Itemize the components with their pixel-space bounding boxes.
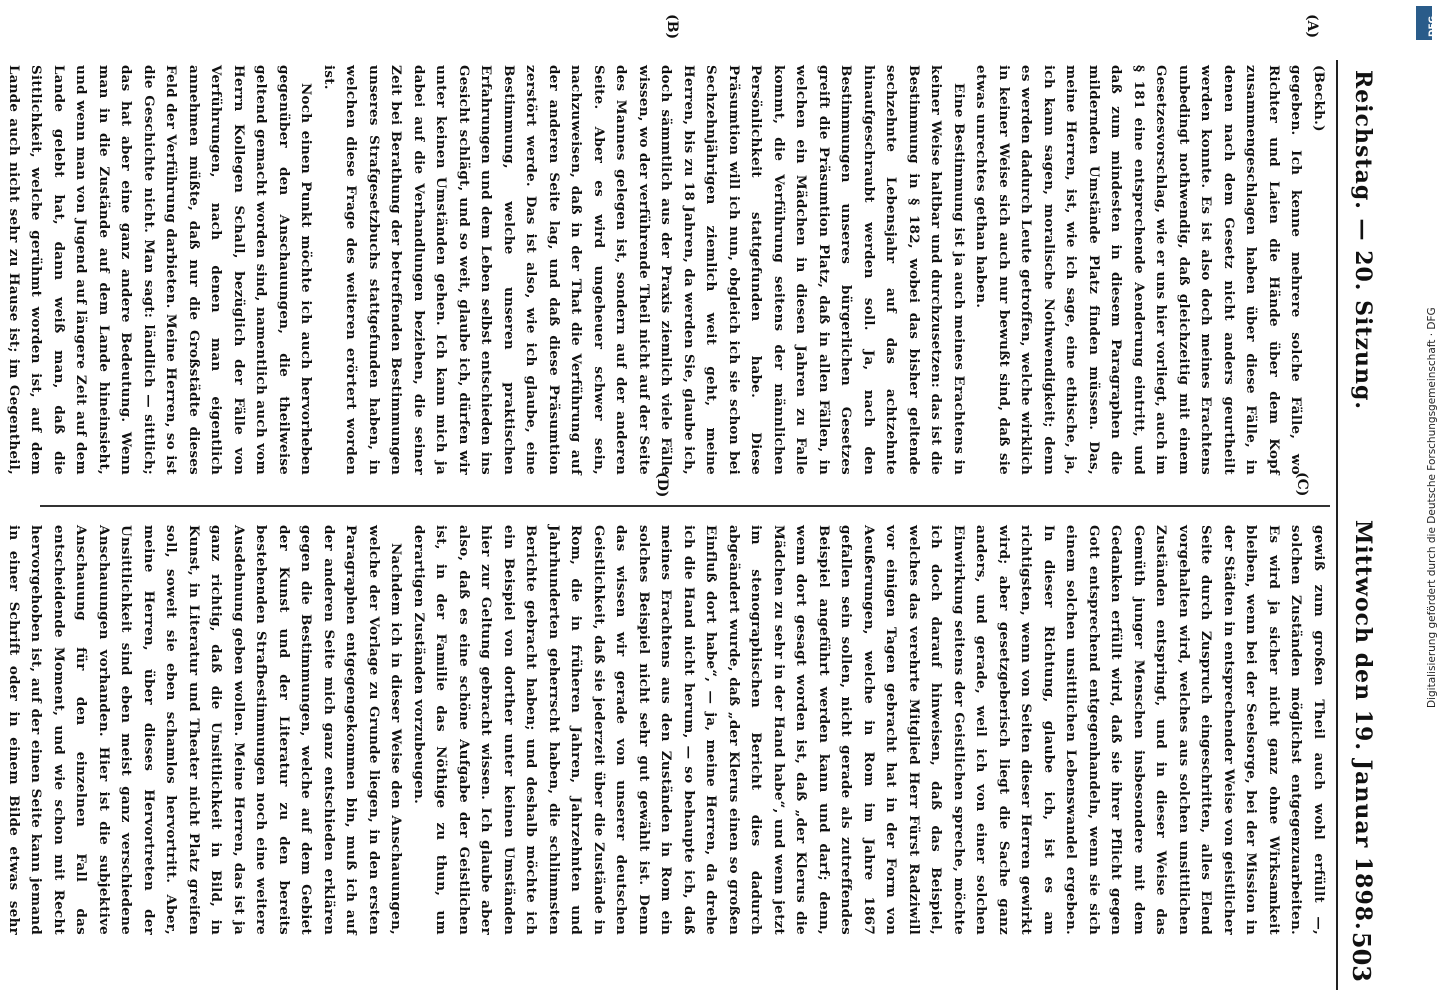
running-head-date: Mittwoch den 19. Januar 1898. bbox=[1350, 520, 1376, 931]
dfg-logo-text: DFG bbox=[1428, 15, 1438, 37]
paragraph: gewiß zum großen Theil auch wohl erfüllt —, solchen Zuständen möglichst entgegenzuarbeiten. Es wird ja sicher nicht ganz ohne Wirksamkeit bleiben, wenn bei der Seelsorge, bei der Mission in der Städten in entsprechender Weise von geistlicher Seite durch Zuspruch eingeschritten, alles Elend vorgehalten wird, welches aus solchen unsittlichen Zuständen entspringt, und in dieser Weise das Gemüth junger Menschen insbesondere mit dem Gedanken erfüllt wird, daß sie ihrer Pflicht gegen Gott entsprechend entgegenhandeln, wenn sie sich einem solchen unsittlichen Lebenswandel ergeben. In dieser Richtung, glaube ich, ist es am richtigsten, wenn von Seiten dieser Herren gewirkt wird; aber gesetzgeberisch liegt die Sache ganz anders, und gerade, weil ich von einer solchen Einwirkung seitens der Geistlichen spreche, möchte ich doch darauf hinweisen, daß das Beispiel, welches das verehrte Mitglied Herr Fürst Radziwill vor einigen Tagen gebracht hat in der Form von Aeußerungen, welche in Rom im Jahre 1867 gefallen sein sollen, nicht gerade als zutreffendes Beispiel angeführt werden kann und darf; denn, wenn dort gesagt worden ist, daß „der Klerus die Mädchen zu sehr in der Hand habe“, und wenn jetzt im stenographischen Bericht dies dadurch abgeändert wurde, daß „der Klerus einen so großen Einfluß dort habe“, — ja, meine Herren, da drehe ich die Hand nicht herum, — so behaupte ich, daß meines Erachtens aus den Zuständen in Rom ein solches Beispiel nicht sehr gut gewählt ist. Denn das wissen wir gerade von unserer deutschen Geistlichkeit, daß sie jederzeit über die Zustände in Rom, die in früheren Jahren, Jahrzehnten und Jahrhunderten geherrscht haben, die schlimmsten Berichte gebracht haben; und deshalb möchte ich ein Beispiel von dorther unter keinen Umständen hier zur Geltung gebracht wissen. Ich glaube aber also, daß es eine schöne Aufgabe der Geistlichen ist, in der Familie das Nöthige zu thun, um derartigen Zuständen vorzubeugen. bbox=[411, 525, 1327, 935]
margin-mark-c: (C) bbox=[1294, 472, 1310, 497]
running-head bbox=[1330, 0, 1390, 1000]
margin-mark-b: (B) bbox=[664, 14, 680, 40]
paragraph: Noch einen Punkt möchte ich auch hervorheben gegenüber den Anschauungen, die theilweise geltend gemacht worden sind, namentlich auch vom Herrn Kollegen Schall, bezüglich der Fälle von Verführungen, nach denen man eigentlich annehmen müßte, daß nur die Großstädte dieses Feld der Verführung darbieten. Meine Herren, so ist die Geschichte nicht. Man sagt: ländlich — sittlich; das hat aber eine ganz andere Bedeutung. Wenn man in die Zustände auf dem Lande hineinsieht, und wenn man von Jugend auf längere Zeit auf dem Lande gelebt hat, dann weiß man, daß die Sittlichkeit, welche gerühmt worden ist, auf dem Lande auch nicht sehr zu Hause ist; im Gegentheil, bbox=[6, 65, 315, 475]
paragraph: gegeben. Ich kenne mehrere solche Fälle, wo Richter und Laien die Hände über dem Kopf zusammengeschlagen haben über diese Fälle, in denen nach dem Gesetz nicht anders geurtheilt werden konnte. Es ist also doch meines Erachtens unbedingt nothwendig, daß gleichzeitig mit einem Gesetzesvorschlag, wie er uns hier vorliegt, auch im § 181 eine entsprechende Aenderung eintritt, und daß zum mindesten in diesem Paragraphen die mildernden Umstände Platz finden müssen. Das, meine Herren, ist, wie ich sage, eine ethische, ja, ich kann sagen, moralische Nothwendigkeit; denn es werden dadurch Leute getroffen, welche wirklich in keiner Weise sich auch nur bewußt sind, daß sie etwas unrechtes gethan haben. bbox=[973, 65, 1305, 475]
digitization-credit-text: Digitalisierung gefördert durch die Deutsche Forschungsgemeinschaft · DFG bbox=[1426, 307, 1438, 708]
paragraph: Eine Bestimmung ist ja auch meines Erachtens in keiner Weise haltbar und durchzusetzen: das ist die Bestimmung in § 182, wobei das bisher geltende sechzehnte Lebensjahr auf das achtzehnte hinaufgeschraubt werden soll. Ja, nach den Bestimmungen unseres bürgerlichen Gesetzes greift die Präsumtion Platz, daß in allen Fällen, in welchen ein Mädchen in diesen Jahren zu Falle kommt, die Verführung seitens der männlichen Persönlichkeit stattgefunden habe. Diese Präsumtion will ich nun, obgleich ich sie schon bei Sechzehnjährigen ziemlich weit geht, meine Herren, bis zu 18 Jahren, da werden Sie, glaube ich, doch sämmtlich aus der Praxis ziemlich viele Fälle wissen, wo der verführende Theil nicht auf der Seite des Mannes gelegen ist, sondern auf der anderen Seite. Aber es wird ungeheuer schwer sein, nachzuweisen, daß in der That die Verführung auf der anderen Seite lag, und daß diese Präsumtion zerstört werde. Das ist also, wie ich glaube, eine Bestimmung, welche unseren praktischen Erfahrungen und dem Leben selbst entschieden ins Gesicht schlägt, und so weit, glaube ich, dürfen wir unter keinen Umständen gehen. Ich kann mich ja dabei auf die Verhandlungen beziehen, die seiner Zeit bei Berathung der betreffenden Bestimmungen unseres Strafgesetzbuchs stattgefunden haben, in welchen diese Frage des weiteren erörtert worden ist. bbox=[321, 65, 967, 475]
left-text-column bbox=[6, 65, 1330, 475]
column-divider bbox=[40, 505, 1330, 507]
paragraph: Nachdem ich in dieser Weise den Anschauungen, welche der Vorlage zu Grunde liegen, in den ersten Paragraphen entgegengekommen bin, muß ich auf der anderen Seite mich ganz entschieden erklären gegen die Bestimmungen, welche auf dem Gebiet der Kunst und der Literatur zu den bereits bestehenden Strafbestimmungen noch eine weitere Ausdehnung geben wollen. Meine Herren, das ist ja ganz richtig, daß die Unsittlichkeit in Bild, in Kunst, in Literatur und Theater nicht Platz greifen soll, soweit sie eben schamlos hervortritt. Aber, meine Herren, über dieses Hervortreten der Unsittlichkeit sind eben meist ganz verschiedene Anschauungen vorhanden. Hier ist die subjektive Anschauung für den einzelnen Fall das entscheidende Moment, und wie schon mit Recht hervorgehoben ist, auf der einen Seite kann jemand in einer Schrift oder in einem Bilde etwas sehr bbox=[6, 525, 405, 935]
right-text-column bbox=[6, 525, 1330, 935]
dfg-logo-badge bbox=[1416, 6, 1438, 40]
margin-mark-a: (A) bbox=[1304, 14, 1320, 39]
header-rule bbox=[1336, 60, 1338, 990]
digitization-credit bbox=[1412, 8, 1438, 708]
running-head-left: Reichstag. — 20. Sitzung. bbox=[1350, 70, 1376, 411]
page-number: 503 bbox=[1347, 931, 1376, 982]
margin-mark-d: (D) bbox=[654, 472, 670, 498]
speaker-label: (Beckh.) bbox=[1311, 65, 1327, 132]
